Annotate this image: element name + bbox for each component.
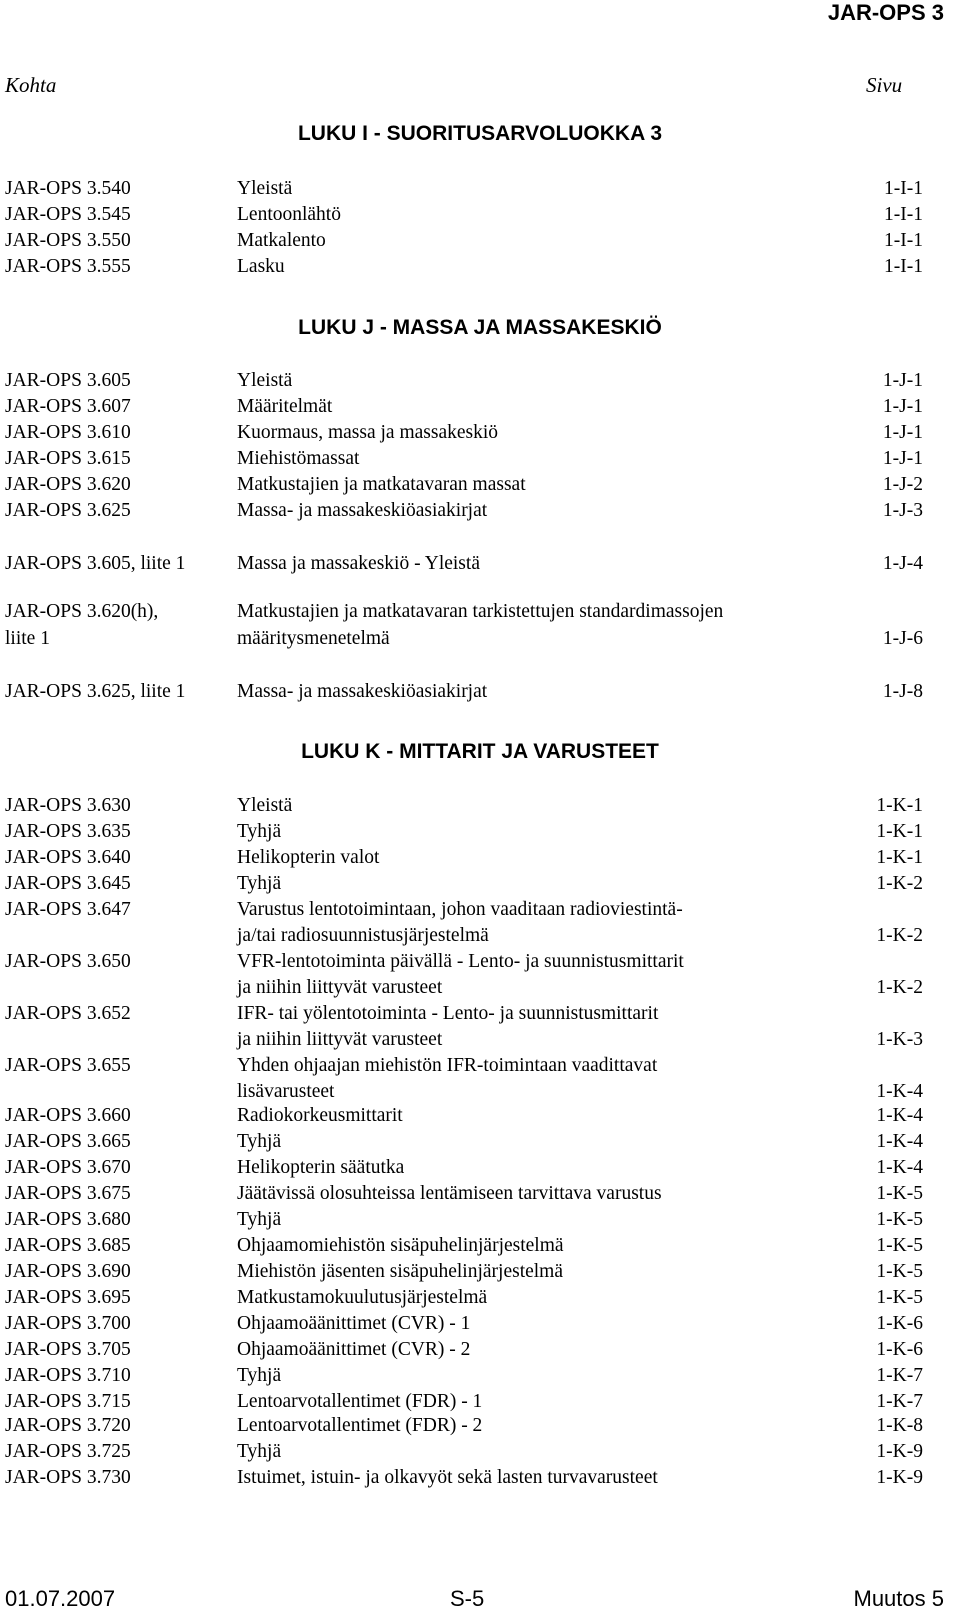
toc-page: 1-K-2 [876, 925, 923, 946]
toc-ref: JAR-OPS 3.630 [5, 795, 131, 816]
toc-description: Lentoarvotallentimet (FDR) - 1 [237, 1391, 483, 1412]
toc-description: Yhden ohjaajan miehistön IFR-toimintaan vaadittavat [237, 1055, 658, 1076]
toc-row [0, 948, 960, 975]
toc-page: 1-K-6 [876, 1339, 923, 1360]
toc-page: 1-K-3 [876, 1029, 923, 1050]
toc-row [0, 1000, 960, 1027]
toc-row [0, 598, 960, 625]
toc-row [0, 678, 960, 705]
toc-ref: JAR-OPS 3.645 [5, 873, 131, 894]
toc-row [0, 896, 960, 923]
toc-row [0, 1336, 960, 1363]
toc-ref: JAR-OPS 3.610 [5, 422, 131, 443]
column-header-sivu: Sivu [866, 73, 903, 97]
toc-page: 1-K-5 [876, 1183, 923, 1204]
footer-page-number: S-5 [450, 1586, 485, 1611]
toc-row [0, 1362, 960, 1389]
toc-row [0, 1078, 960, 1105]
toc-ref: JAR-OPS 3.725 [5, 1441, 131, 1462]
toc-row [0, 1412, 960, 1439]
toc-ref: JAR-OPS 3.620 [5, 474, 131, 495]
toc-description: Kuormaus, massa ja massakeskiö [237, 422, 499, 443]
toc-page: 1-K-4 [876, 1081, 923, 1102]
toc-row [0, 1388, 960, 1415]
toc-description: Ohjaamoäänittimet (CVR) - 2 [237, 1339, 471, 1360]
document-title: JAR-OPS 3 [827, 0, 944, 25]
toc-row [0, 922, 960, 949]
toc-ref: JAR-OPS 3.655 [5, 1055, 131, 1076]
toc-description: Yleistä [237, 795, 293, 816]
toc-page: 1-K-9 [876, 1467, 923, 1488]
toc-ref: JAR-OPS 3.625, liite 1 [5, 681, 186, 702]
toc-description: Tyhjä [237, 1209, 282, 1230]
toc-page: 1-K-1 [876, 821, 923, 842]
toc-ref: JAR-OPS 3.625 [5, 500, 131, 521]
toc-row [0, 419, 960, 446]
toc-row [0, 175, 960, 202]
toc-description: Matkustamokuulutusjärjestelmä [237, 1287, 488, 1308]
toc-ref: liite 1 [5, 628, 50, 649]
toc-page: 1-K-2 [876, 977, 923, 998]
toc-row [0, 471, 960, 498]
toc-description: ja/tai radiosuunnistusjärjestelmä [237, 925, 489, 946]
toc-page: 1-I-1 [884, 178, 923, 199]
toc-description: lisävarusteet [237, 1081, 335, 1102]
toc-description: Matkustajien ja matkatavaran tarkistettujen standardimassojen [237, 601, 724, 622]
toc-page: 1-J-8 [882, 681, 923, 702]
toc-row [0, 625, 960, 652]
toc-page: 1-K-6 [876, 1313, 923, 1334]
toc-ref: JAR-OPS 3.680 [5, 1209, 131, 1230]
toc-description: Radiokorkeusmittarit [237, 1105, 403, 1126]
toc-row [0, 1258, 960, 1285]
toc-row [0, 201, 960, 228]
chapter-heading-i: LUKU I - SUORITUSARVOLUOKKA 3 [297, 122, 662, 145]
toc-page: 1-K-4 [876, 1131, 923, 1152]
toc-page: 1-J-2 [882, 474, 923, 495]
toc-ref: JAR-OPS 3.710 [5, 1365, 131, 1386]
toc-page: 1-K-5 [876, 1209, 923, 1230]
toc-description: Helikopterin valot [237, 847, 380, 868]
column-header-kohta: Kohta [5, 73, 57, 97]
toc-description: Varustus lentotoimintaan, johon vaaditaan radioviestintä- [237, 899, 683, 920]
toc-description: IFR- tai yölentotoiminta - Lento- ja suunnistusmittarit [237, 1003, 659, 1024]
toc-row [0, 393, 960, 420]
toc-row [0, 974, 960, 1001]
toc-row [0, 1180, 960, 1207]
toc-description: Tyhjä [237, 1365, 282, 1386]
toc-page: 1-K-5 [876, 1287, 923, 1308]
toc-ref: JAR-OPS 3.650 [5, 951, 131, 972]
toc-page: 1-J-3 [882, 500, 923, 521]
toc-ref: JAR-OPS 3.715 [5, 1391, 131, 1412]
toc-page: 1-J-1 [882, 422, 923, 443]
footer-date: 01.07.2007 [5, 1586, 116, 1611]
toc-description: Massa- ja massakeskiöasiakirjat [237, 500, 488, 521]
toc-ref: JAR-OPS 3.647 [5, 899, 131, 920]
chapter-heading-j: LUKU J - MASSA JA MASSAKESKIÖ [298, 316, 662, 339]
toc-row [0, 445, 960, 472]
toc-row [0, 367, 960, 394]
toc-description: Helikopterin säätutka [237, 1157, 405, 1178]
toc-description: ja niihin liittyvät varusteet [237, 977, 443, 998]
toc-page: 1-J-1 [882, 396, 923, 417]
toc-description: Lentoonlähtö [237, 204, 341, 225]
toc-description: Ohjaamoäänittimet (CVR) - 1 [237, 1313, 471, 1334]
toc-description: Tyhjä [237, 1441, 282, 1462]
toc-description: Määritelmät [237, 396, 333, 417]
toc-row [0, 1026, 960, 1053]
toc-ref: JAR-OPS 3.545 [5, 204, 131, 225]
toc-row [0, 792, 960, 819]
toc-description: Jäätävissä olosuhteissa lentämiseen tarvittava varustus [237, 1183, 662, 1204]
toc-ref: JAR-OPS 3.555 [5, 256, 131, 277]
toc-ref: JAR-OPS 3.685 [5, 1235, 131, 1256]
toc-description: ja niihin liittyvät varusteet [237, 1029, 443, 1050]
toc-row [0, 1052, 960, 1079]
toc-page: 1-K-4 [876, 1157, 923, 1178]
toc-ref: JAR-OPS 3.670 [5, 1157, 131, 1178]
toc-description: Tyhjä [237, 873, 282, 894]
toc-row [0, 1128, 960, 1155]
toc-description: Tyhjä [237, 821, 282, 842]
toc-page: 1-J-1 [882, 370, 923, 391]
toc-page: 1-K-5 [876, 1235, 923, 1256]
toc-page: 1-J-6 [882, 628, 923, 649]
toc-ref: JAR-OPS 3.652 [5, 1003, 131, 1024]
toc-row [0, 1206, 960, 1233]
toc-description: Yleistä [237, 178, 293, 199]
toc-ref: JAR-OPS 3.635 [5, 821, 131, 842]
toc-page: 1-K-1 [876, 795, 923, 816]
toc-ref: JAR-OPS 3.700 [5, 1313, 131, 1334]
toc-description: VFR-lentotoiminta päivällä - Lento- ja suunnistusmittarit [237, 951, 684, 972]
toc-page: 1-I-1 [884, 256, 923, 277]
toc-page: 1-K-1 [876, 847, 923, 868]
toc-ref: JAR-OPS 3.695 [5, 1287, 131, 1308]
toc-row [0, 870, 960, 897]
toc-description: Massa ja massakeskiö - Yleistä [237, 553, 480, 574]
toc-page: 1-J-4 [882, 553, 923, 574]
footer-amendment: Muutos 5 [853, 1586, 944, 1611]
toc-row [0, 1102, 960, 1129]
toc-ref: JAR-OPS 3.550 [5, 230, 131, 251]
toc-description: Matkustajien ja matkatavaran massat [237, 474, 526, 495]
toc-description: Miehistömassat [237, 448, 360, 469]
toc-description: Lentoarvotallentimet (FDR) - 2 [237, 1415, 483, 1436]
toc-ref: JAR-OPS 3.540 [5, 178, 131, 199]
toc-ref: JAR-OPS 3.690 [5, 1261, 131, 1282]
toc-page: 1-J-1 [882, 448, 923, 469]
toc-ref: JAR-OPS 3.605, liite 1 [5, 553, 186, 574]
toc-description: Yleistä [237, 370, 293, 391]
toc-row [0, 253, 960, 280]
toc-description: Lasku [237, 256, 285, 277]
toc-page: 1-I-1 [884, 204, 923, 225]
toc-ref: JAR-OPS 3.605 [5, 370, 131, 391]
toc-description: Ohjaamomiehistön sisäpuhelinjärjestelmä [237, 1235, 564, 1256]
toc-row [0, 1310, 960, 1337]
toc-page: 1-K-5 [876, 1261, 923, 1282]
toc-row [0, 227, 960, 254]
toc-ref: JAR-OPS 3.660 [5, 1105, 131, 1126]
toc-page: 1-K-2 [876, 873, 923, 894]
toc-page: 1-K-4 [876, 1105, 923, 1126]
toc-page: 1-K-7 [876, 1391, 923, 1412]
toc-description: Istuimet, istuin- ja olkavyöt sekä lasten turvavarusteet [237, 1467, 658, 1488]
toc-ref: JAR-OPS 3.640 [5, 847, 131, 868]
toc-description: määritysmenetelmä [237, 628, 390, 649]
toc-ref: JAR-OPS 3.620(h), [5, 601, 159, 622]
toc-description: Miehistön jäsenten sisäpuhelinjärjestelmä [237, 1261, 564, 1282]
toc-row [0, 497, 960, 524]
toc-page: 1-K-8 [876, 1415, 923, 1436]
toc-page: 1-I-1 [884, 230, 923, 251]
toc-ref: JAR-OPS 3.705 [5, 1339, 131, 1360]
toc-row [0, 1232, 960, 1259]
toc-row [0, 818, 960, 845]
toc-description: Matkalento [237, 230, 326, 251]
toc-ref: JAR-OPS 3.607 [5, 396, 131, 417]
toc-row [0, 1284, 960, 1311]
toc-row [0, 1438, 960, 1465]
toc-ref: JAR-OPS 3.675 [5, 1183, 131, 1204]
toc-row [0, 1464, 960, 1491]
chapter-heading-k: LUKU K - MITTARIT JA VARUSTEET [301, 740, 659, 763]
toc-row [0, 1154, 960, 1181]
toc-ref: JAR-OPS 3.730 [5, 1467, 131, 1488]
toc-ref: JAR-OPS 3.615 [5, 448, 131, 469]
toc-row [0, 550, 960, 577]
toc-page: 1-K-7 [876, 1365, 923, 1386]
toc-description: Tyhjä [237, 1131, 282, 1152]
toc-row [0, 844, 960, 871]
toc-page: 1-K-9 [876, 1441, 923, 1462]
toc-ref: JAR-OPS 3.665 [5, 1131, 131, 1152]
toc-ref: JAR-OPS 3.720 [5, 1415, 131, 1436]
toc-description: Massa- ja massakeskiöasiakirjat [237, 681, 488, 702]
